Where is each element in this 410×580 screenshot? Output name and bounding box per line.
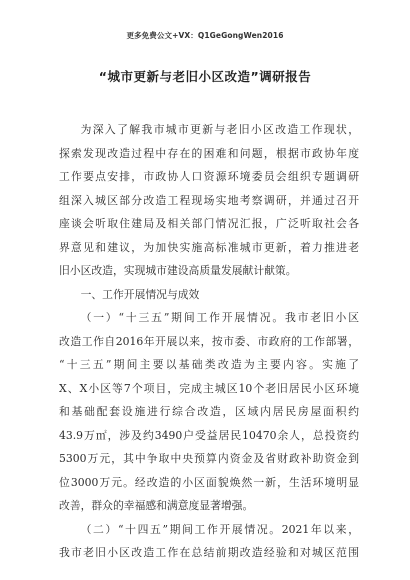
body-line: （一）“十三五”期间工作开展情况。我市老旧小区: [80, 311, 359, 324]
body-line: 我市老旧小区改造工作在总结前期改造经验和对城区范围: [59, 546, 359, 559]
body-line: X、X小区等7个项目，完成主城区10个老旧居民小区环境: [59, 381, 359, 395]
body-line: 43.9万㎡，涉及约3490户受益居民10470余人，总投资约: [59, 428, 359, 442]
body-line: 界意见和建议，为加快实施高标准城市更新，着力推进老: [59, 240, 359, 254]
body-line: 改造工作自2016年开展以来，按市委、市政府的工作部署，: [59, 334, 359, 348]
body-line: 座谈会听取住建局及相关部门情况汇报，广泛听取社会各: [59, 217, 359, 230]
body-line: 改善，群众的幸福感和满意度显著增强。: [59, 499, 254, 512]
body-line: 工作要点安排，市政协人口资源环境委员会组织专题调研: [59, 170, 359, 183]
body-line: “十三五”期间主要以基础类改造为主要内容。实施了: [59, 358, 359, 371]
body-line: （二）“十四五”期间工作开展情况。2021年以来，: [80, 522, 359, 536]
document-body: [59, 118, 359, 565]
document-title: “城市更新与老旧小区改造”调研报告: [98, 69, 312, 84]
header-note: 更多免费公文+VX：Q1GeGongWen2016: [126, 31, 284, 40]
body-line: 探索发现改造过程中存在的困难和问题，根据市政协年度: [59, 146, 359, 160]
body-line: 组深入城区部分改造工程现场实地考察调研，并通过召开: [59, 193, 359, 207]
section-heading: 一、工作开展情况与成效: [80, 287, 200, 301]
body-line: 旧小区改造，实现城市建设高质量发展献计献策。: [59, 264, 297, 277]
body-line: 5300万元，其中争取中央预算内资金及省财政补助资金到: [59, 452, 359, 465]
body-line: 位3000万元。经改造的小区面貌焕然一新，生活环境明显: [59, 475, 359, 489]
body-line: 和基础配套设施进行综合改造，区域内居民房屋面积约: [59, 405, 359, 418]
body-line: 为深入了解我市城市更新与老旧小区改造工作现状，: [80, 123, 359, 136]
